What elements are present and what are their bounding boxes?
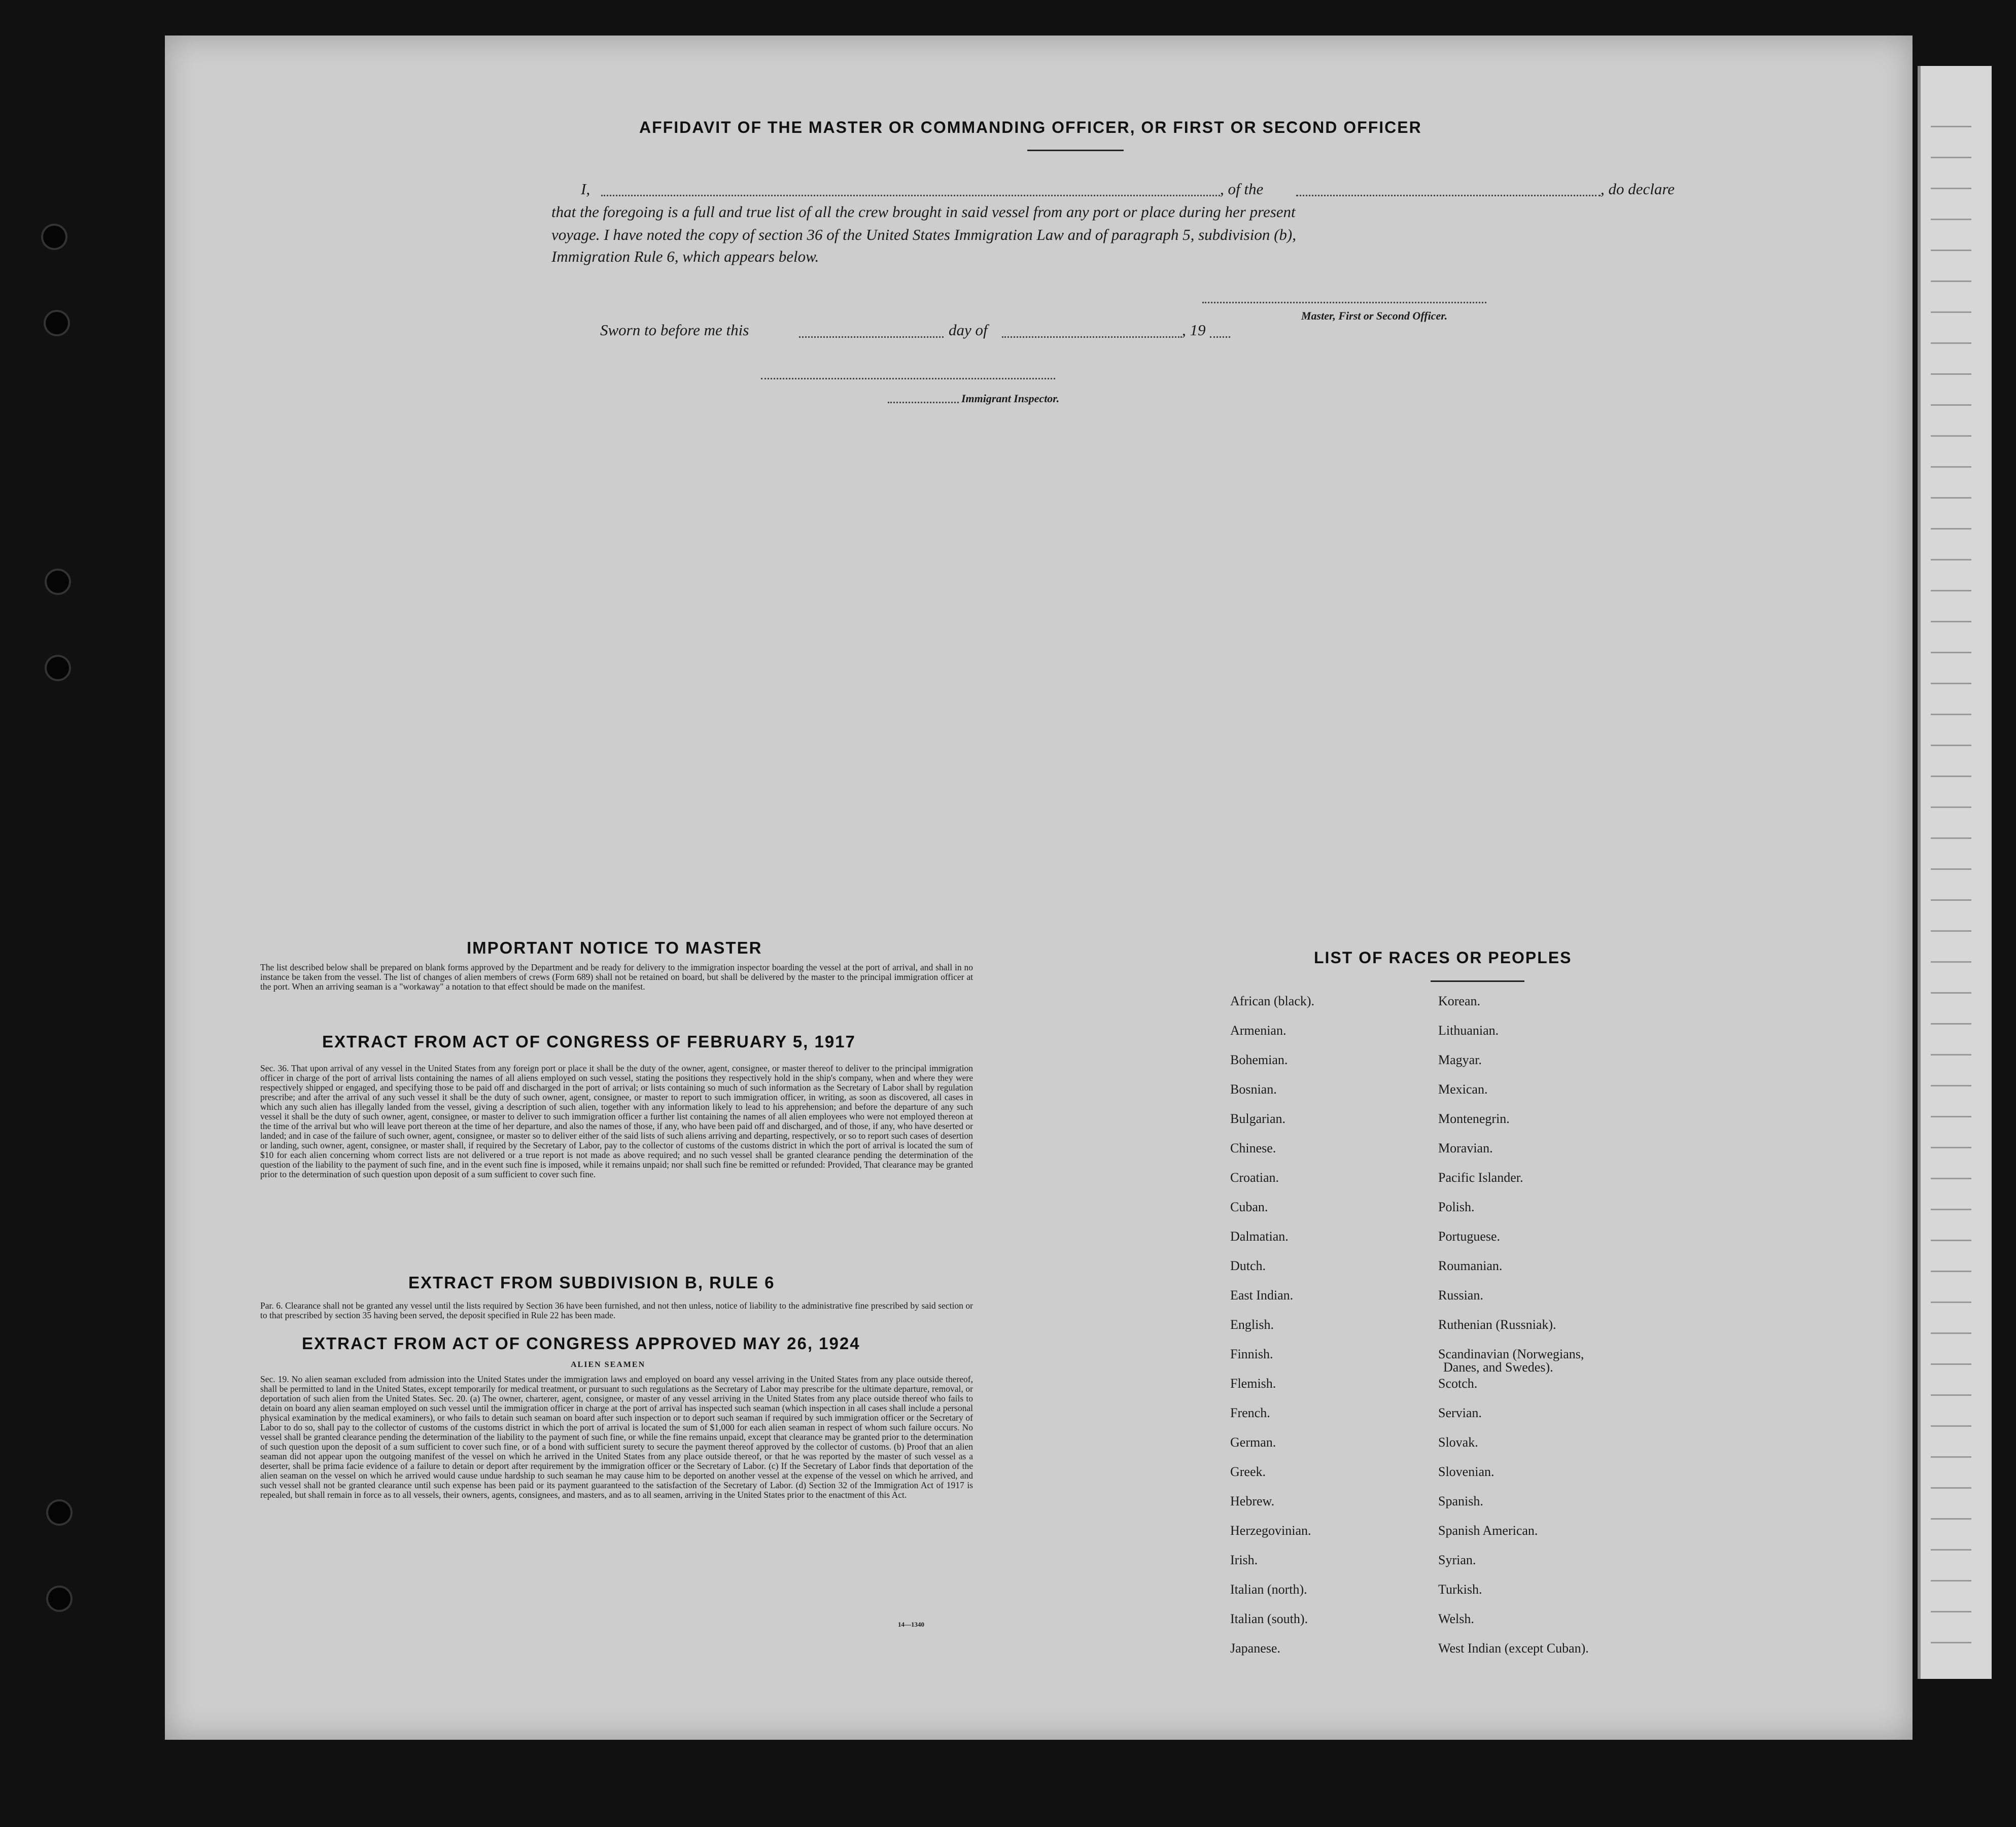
race-item: Russian. xyxy=(1438,1288,1483,1303)
punch-hole xyxy=(47,571,69,593)
race-item: Montenegrin. xyxy=(1438,1111,1510,1126)
races-underline xyxy=(1431,980,1524,982)
signature-blank[interactable] xyxy=(1202,302,1486,303)
inspector-label: Immigrant Inspector. xyxy=(961,392,1060,405)
race-item: Danes, and Swedes). xyxy=(1443,1360,1553,1375)
race-item: Korean. xyxy=(1438,994,1481,1008)
affidavit-title: AFFIDAVIT OF THE MASTER OR COMMANDING OFFICER, OR FIRST OR SECOND OFFICER xyxy=(639,118,1422,136)
sworn-day-blank[interactable] xyxy=(799,336,944,338)
races-left-column xyxy=(1230,994,1423,1679)
race-item: Servian. xyxy=(1438,1406,1482,1420)
race-item: French. xyxy=(1230,1406,1270,1420)
extract-1917-body: Sec. 36. That upon arrival of any vessel in the United States from any foreign port or place it shall be the duty of the owner, agent, consignee, or master thereof to deliver to the principal immigration officer in charge of the port of arrival lists containing the names of all aliens employed on such vessel, stating the positions they respectively hold in the ship's company, when and where they were respectively shipped or engaged, and specifying those to be paid off and discharged in the port of arrival; or lists containing so much of such information as the Secretary of Labor shall by regulation prescribe; and after the arrival of any such vessel it shall be the duty of such owner, agent, consignee, or master to report to such immigration officer, in writing, as soon as discovered, all cases in which any such alien has illegally landed from the vessel, giving a description of such alien, together with any information likely to lead to his apprehension; and before the departure of any such vessel it shall be the duty of such owner, agent, consignee, or master to deliver to such immigration officer a further list containing the names of all alien employees who were not employed thereon at the time of the arrival but who will leave port thereon at the time of her departure, and also the names of those, if any, who have been paid off and discharged, and of those, if any, who have deserted or landed; and in case of the failure of such owner, agent, consignee, or master so to deliver either of the said lists of such aliens arriving and departing, respectively, or so to report such cases of desertion or landing, such owner, agent, consignee, or master shall, if required by the Secretary of Labor, pay to the collector of customs of the customs district in which the port of arrival is located the sum of $10 for each alien concerning whom correct lists are not delivered or a true report is not made as above required; and no such vessel shall be granted clearance pending the determination of the question of the liability to the payment of such fine, and in the event such fine is imposed, while it remains unpaid; nor shall such fine be remitted or refunded: Provided, That clearance may be granted prior to the determination of such question upon deposit of a sum sufficient to cover such fine. xyxy=(260,1063,973,1179)
affidavit-line1-end: , do declare xyxy=(1601,180,1675,198)
race-item: Cuban. xyxy=(1230,1200,1268,1214)
underlying-ledger-edge xyxy=(1918,66,1992,1679)
punch-hole xyxy=(48,1588,71,1610)
race-item: Turkish. xyxy=(1438,1582,1482,1597)
race-item: Italian (north). xyxy=(1230,1582,1307,1597)
sworn-month-blank[interactable] xyxy=(1002,336,1182,338)
races-title: LIST OF RACES OR PEOPLES xyxy=(1314,948,1572,967)
sworn-prefix: Sworn to before me this xyxy=(600,321,749,339)
race-item: Croatian. xyxy=(1230,1170,1279,1185)
title-underline xyxy=(1027,150,1124,151)
race-item: Japanese. xyxy=(1230,1641,1280,1656)
name-blank[interactable] xyxy=(601,195,1220,196)
affidavit-line1-prefix: I, xyxy=(581,180,590,198)
affidavit-line4: Immigration Rule 6, which appears below. xyxy=(551,248,819,265)
race-item: Bulgarian. xyxy=(1230,1111,1286,1126)
race-item: Greek. xyxy=(1230,1464,1266,1479)
race-item: Magyar. xyxy=(1438,1052,1482,1067)
race-item: Italian (south). xyxy=(1230,1611,1308,1626)
form-number: 14—1340 xyxy=(898,1621,924,1628)
notice-body: The list described below shall be prepared on blank forms approved by the Department and be ready for delivery to the immigration inspector boarding the vessel at the port of arrival, and shall in no instance be taken from the vessel. The list of changes of alien members of crews (Form 689) shall not be retained on board, but shall be delivered by the master to the principal immigration officer at the port. When an arriving seaman is a "workaway" a notation to that effect should be made on the manifest. xyxy=(260,962,973,992)
race-item: Slovenian. xyxy=(1438,1464,1494,1479)
extract-rule6-body: Par. 6. Clearance shall not be granted any vessel until the lists required by Section 36 have been furnished, and not then unless, notice of liability to the administrative fine prescribed by said section or to that prescribed by section 35 having been served, the deposit specified in Rule 22 has been made. xyxy=(260,1301,973,1320)
manifest-page xyxy=(165,36,1913,1740)
race-item: Armenian. xyxy=(1230,1023,1287,1038)
race-item: Dalmatian. xyxy=(1230,1229,1289,1244)
race-item: Mexican. xyxy=(1438,1082,1488,1097)
race-item: Bosnian. xyxy=(1230,1082,1277,1097)
races-right-column xyxy=(1438,994,1656,1679)
race-item: Spanish American. xyxy=(1438,1523,1538,1538)
extract-1917-title: EXTRACT FROM ACT OF CONGRESS OF FEBRUARY 5, 1917 xyxy=(322,1032,856,1051)
race-item: Dutch. xyxy=(1230,1258,1266,1273)
notice-title: IMPORTANT NOTICE TO MASTER xyxy=(467,938,762,957)
race-item: Herzegovinian. xyxy=(1230,1523,1311,1538)
race-item: Scotch. xyxy=(1438,1376,1478,1391)
race-item: African (black). xyxy=(1230,994,1315,1008)
extract-1924-title: EXTRACT FROM ACT OF CONGRESS APPROVED MAY 26, 1924 xyxy=(302,1334,860,1353)
extract-rule6-title: EXTRACT FROM SUBDIVISION B, RULE 6 xyxy=(408,1273,775,1292)
sworn-year-blank[interactable] xyxy=(1210,336,1230,338)
vessel-blank[interactable] xyxy=(1296,195,1601,196)
race-item: Welsh. xyxy=(1438,1611,1474,1626)
race-item: Scandinavian (Norwegians, xyxy=(1438,1347,1584,1361)
race-item: Slovak. xyxy=(1438,1435,1478,1450)
race-item: Chinese. xyxy=(1230,1141,1276,1155)
race-item: Spanish. xyxy=(1438,1494,1483,1508)
punch-hole xyxy=(46,312,68,334)
race-item: Polish. xyxy=(1438,1200,1475,1214)
race-item: Finnish. xyxy=(1230,1347,1273,1361)
race-item: German. xyxy=(1230,1435,1276,1450)
race-item: Roumanian. xyxy=(1438,1258,1503,1273)
extract-1924-subtitle: ALIEN SEAMEN xyxy=(571,1360,646,1369)
punch-hole xyxy=(48,1501,71,1524)
race-item: Portuguese. xyxy=(1438,1229,1501,1244)
race-item: Bohemian. xyxy=(1230,1052,1288,1067)
race-item: Lithuanian. xyxy=(1438,1023,1499,1038)
race-item: Pacific Islander. xyxy=(1438,1170,1523,1185)
punch-hole xyxy=(47,657,69,679)
race-item: West Indian (except Cuban). xyxy=(1438,1641,1589,1656)
signature-label: Master, First or Second Officer. xyxy=(1301,309,1448,322)
affidavit-line1-mid: , of the xyxy=(1220,180,1264,198)
race-item: Hebrew. xyxy=(1230,1494,1275,1508)
race-item: East Indian. xyxy=(1230,1288,1294,1303)
inspector-leader xyxy=(888,402,959,403)
sworn-mid: day of xyxy=(949,321,988,339)
affidavit-line3: voyage. I have noted the copy of section 36 of the United States Immigration Law and of paragraph 5, subdivision (b), xyxy=(551,226,1296,243)
race-item: English. xyxy=(1230,1317,1274,1332)
inspector-signature-blank[interactable] xyxy=(761,378,1055,379)
race-item: Syrian. xyxy=(1438,1553,1476,1567)
race-item: Ruthenian (Russniak). xyxy=(1438,1317,1556,1332)
race-item: Irish. xyxy=(1230,1553,1258,1567)
race-item: Flemish. xyxy=(1230,1376,1276,1391)
punch-hole xyxy=(43,226,65,248)
affidavit-line2: that the foregoing is a full and true list of all the crew brought in said vessel from any port or place during her present xyxy=(551,203,1296,221)
race-item: Moravian. xyxy=(1438,1141,1493,1155)
sworn-year: , 19 xyxy=(1182,321,1206,339)
extract-1924-body: Sec. 19. No alien seaman excluded from admission into the United States under the immigration laws and employed on board any vessel arriving in the United States from any place outside thereof, shall be permitted to land in the United States, except temporarily for medical treatment, or pursuant to such regulations as the Secretary of Labor may prescribe for the ultimate departure, removal, or deportation of such alien from the United States. Sec. 20. (a) The owner, charterer, agent, consignee, or master of any vessel arriving in the United States from any place outside thereof who fails to detain on board any alien seaman employed on such vessel until the immigration officer in charge at the port of arrival has inspected such seaman (which inspection in all cases shall include a personal physical examination by the medical examiners), or who fails to detain such seaman on board after such inspection or to deport such seaman if required by such immigration officer or the Secretary of Labor to do so, shall pay to the collector of customs of the customs district in which the port of arrival is located the sum of $1,000 for each alien seaman in respect of whom such failure occurs. No vessel shall be granted clearance pending the determination of the liability to the payment of such fine, or while the fine remains unpaid, except that clearance may be granted prior to the determination of such question upon the deposit of a sum sufficient to cover such fine, or of a bond with sufficient surety to secure the payment thereof approved by the collector of customs. (b) Proof that an alien seaman did not appear upon the outgoing manifest of the vessel on which he arrived in the United States from any place outside thereof, or that he was reported by the master of such vessel as a deserter, shall be prima facie evidence of a failure to detain or deport after requirement by the immigration officer or the Secretary of Labor. (c) If the Secretary of Labor finds that deportation of the alien seaman on the vessel on which he arrived would cause undue hardship to such seaman he may cause him to be deported on another vessel at the expense of the vessel on which he arrived, and such vessel shall not be granted clearance until such expense has been paid or its payment guaranteed to the satisfaction of the Secretary of Labor. (d) Section 32 of the Immigration Act of 1917 is repealed, but shall remain in force as to all vessels, their owners, agents, consignees, and masters, and as to all seamen, arriving in the United States prior to the enactment of this Act. xyxy=(260,1374,973,1500)
